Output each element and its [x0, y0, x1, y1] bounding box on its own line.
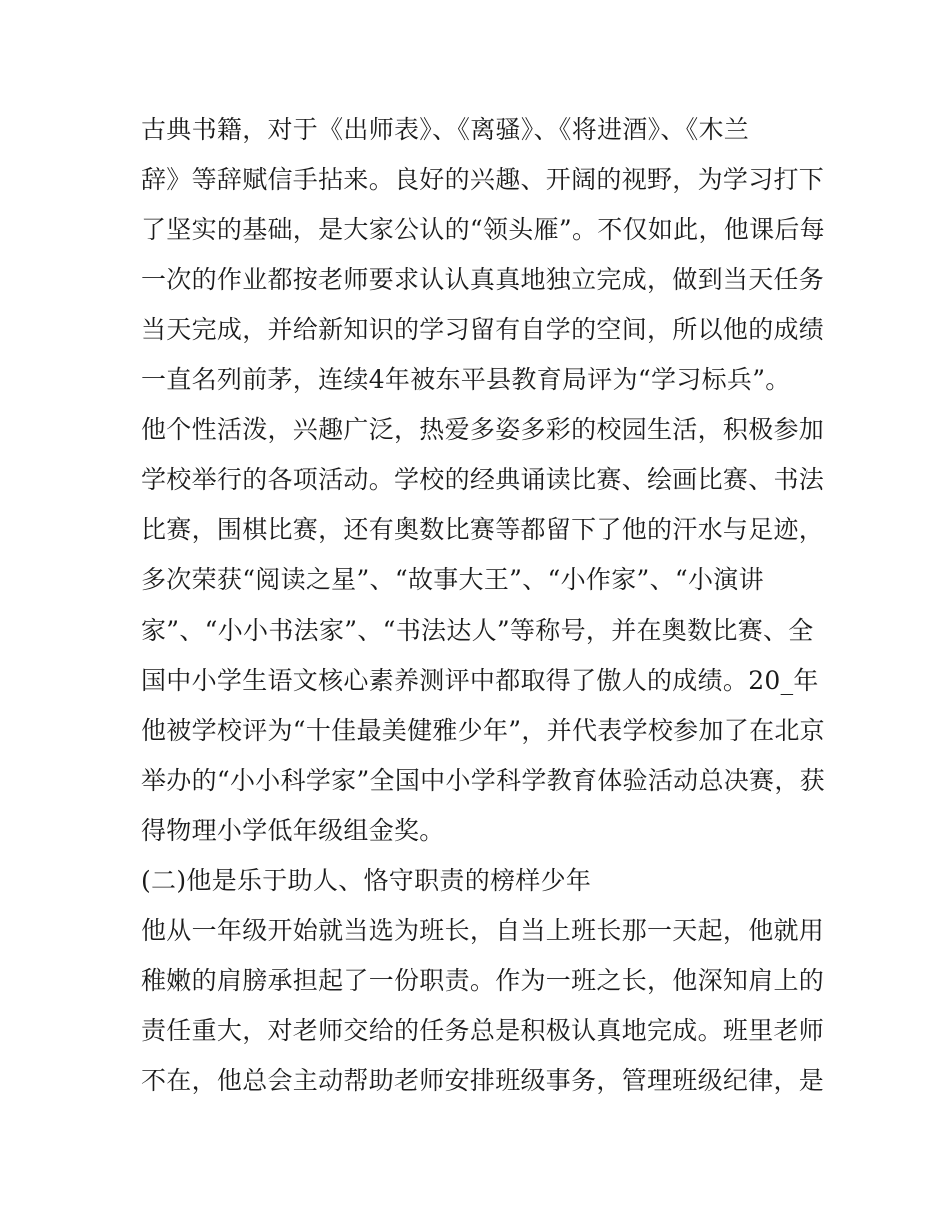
- text-line: 当天完成，并给新知识的学习留有自学的空间，所以他的成绩: [141, 315, 825, 344]
- text-line: 了坚实的基础，是大家公认的“领头雁”。不仅如此，他课后每: [141, 215, 825, 244]
- text-line: 比赛，围棋比赛，还有奥数比赛等都留下了他的汗水与足迹，: [141, 515, 825, 544]
- text-line: 国中小学生语文核心素养测评中都取得了傲人的成绩。20_年: [141, 666, 819, 695]
- text-line: 得物理小学低年级组金奖。: [141, 816, 445, 845]
- section-heading: (二)他是乐于助人、恪守职责的榜样少年: [141, 866, 592, 895]
- paragraph-start-line: 他个性活泼，兴趣广泛，热爱多姿多彩的校园生活，积极参加: [141, 415, 825, 444]
- text-line: 举办的“小小科学家”全国中小学科学教育体验活动总决赛，获: [141, 766, 825, 795]
- text-line: 不在，他总会主动帮助老师安排班级事务，管理班级纪律，是: [141, 1066, 825, 1095]
- text-line: 稚嫩的肩膀承担起了一份职责。作为一班之长，他深知肩上的: [141, 966, 825, 995]
- text-line: 责任重大，对老师交给的任务总是积极认真地完成。班里老师: [141, 1016, 825, 1045]
- text-line: 学校举行的各项活动。学校的经典诵读比赛、绘画比赛、书法: [141, 465, 825, 494]
- text-line: 一次的作业都按老师要求认认真真地独立完成，做到当天任务: [141, 265, 825, 294]
- text-line: 一直名列前茅，连续4年被东平县教育局评为“学习标兵”。: [141, 365, 791, 394]
- text-line: 多次荣获“阅读之星”、“故事大王”、“小作家”、“小演讲: [141, 565, 764, 594]
- text-line: 家”、“小小书法家”、“书法达人”等称号，并在奥数比赛、全: [141, 616, 814, 645]
- paragraph-start-line: 他从一年级开始就当选为班长，自当上班长那一天起，他就用: [141, 916, 825, 945]
- text-line: 古典书籍，对于《出师表》、《离骚》、《将进酒》、《木兰: [141, 115, 750, 144]
- text-line: 他被学校评为“十佳最美健雅少年”，并代表学校参加了在北京: [141, 716, 825, 745]
- text-line: 辞》等辞赋信手拈来。良好的兴趣、开阔的视野，为学习打下: [141, 165, 825, 194]
